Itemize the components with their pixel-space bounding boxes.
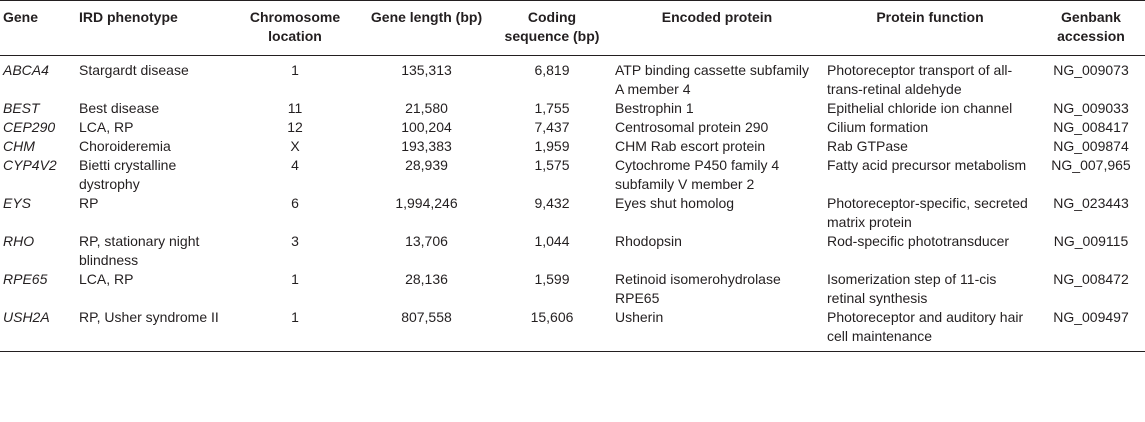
cell-gene-length: 1,994,246 bbox=[395, 195, 458, 211]
cell-chromosome: 3 bbox=[291, 233, 299, 249]
cell-encoded-protein: Bestrophin 1 bbox=[615, 100, 694, 116]
cell-phenotype: RP bbox=[79, 195, 99, 211]
cell-gene-length: 28,136 bbox=[405, 271, 448, 287]
cell-chromosome: 12 bbox=[287, 119, 303, 135]
header-length: Gene length (bp) bbox=[360, 1, 493, 56]
cell-genbank-accession: NG_009497 bbox=[1037, 308, 1145, 352]
cell-chromosome: 11 bbox=[287, 100, 303, 116]
cell-gene-length: 100,204 bbox=[401, 119, 452, 135]
cell-coding-sequence: 1,044 bbox=[534, 233, 570, 249]
cell-chromosome: 6 bbox=[291, 195, 299, 211]
header-protein: Encoded protein bbox=[611, 1, 823, 56]
cell-phenotype: Bietti crystalline dystrophy bbox=[79, 157, 177, 192]
table-header bbox=[0, 1, 1145, 56]
cell-encoded-protein: ATP binding cassette subfamily A member 4 bbox=[615, 62, 810, 97]
cell-phenotype: LCA, RP bbox=[79, 271, 134, 287]
cell-phenotype: Choroideremia bbox=[79, 138, 171, 154]
cell-gene-length: 28,939 bbox=[405, 157, 448, 173]
cell-phenotype: RP, stationary night blindness bbox=[79, 233, 200, 268]
cell-phenotype: Best disease bbox=[79, 100, 160, 116]
table-row bbox=[0, 232, 1145, 270]
cell-genbank-accession: NG_009073 bbox=[1053, 62, 1129, 78]
table-row bbox=[0, 156, 1145, 194]
cell-chromosome: 1 bbox=[291, 271, 299, 287]
cell-chromosome: 1 bbox=[291, 62, 299, 78]
table-body bbox=[0, 56, 1145, 352]
cell-coding-sequence: 6,819 bbox=[534, 62, 570, 78]
cell-phenotype: LCA, RP bbox=[79, 119, 134, 135]
cell-encoded-protein: Cytochrome P450 family 4 subfamily V member 2 bbox=[615, 157, 780, 192]
table-row bbox=[0, 270, 1145, 308]
cell-protein-function: Isomerization step of 11-cis retinal synthesis bbox=[827, 271, 997, 306]
cell-coding-sequence: 7,437 bbox=[534, 119, 570, 135]
table-row bbox=[0, 137, 1145, 156]
cell-encoded-protein: CHM Rab escort protein bbox=[615, 138, 766, 154]
table-row bbox=[0, 56, 1145, 100]
cell-encoded-protein: Centrosomal protein 290 bbox=[615, 119, 769, 135]
cell-gene: RPE65 bbox=[3, 271, 48, 287]
cell-coding-sequence: 9,432 bbox=[534, 195, 570, 211]
cell-protein-function: Photoreceptor transport of all-trans-retinal aldehyde bbox=[827, 62, 1013, 97]
cell-gene-length: 13,706 bbox=[405, 233, 448, 249]
cell-gene: BEST bbox=[3, 100, 40, 116]
cell-coding-sequence: 1,599 bbox=[534, 271, 570, 287]
cell-genbank-accession: NG_008417 bbox=[1053, 119, 1129, 135]
cell-genbank-accession: NG_008472 bbox=[1053, 271, 1129, 287]
header-coding: Coding sequence (bp) bbox=[493, 1, 611, 56]
cell-coding-sequence: 1,575 bbox=[534, 157, 570, 173]
cell-protein-function: Rab GTPase bbox=[827, 138, 908, 154]
cell-protein-function: Epithelial chloride ion channel bbox=[827, 100, 1013, 116]
cell-gene: CHM bbox=[3, 138, 35, 154]
cell-protein-function: Cilium formation bbox=[827, 119, 929, 135]
cell-encoded-protein: Rhodopsin bbox=[615, 233, 682, 249]
header-function: Protein function bbox=[823, 1, 1037, 56]
cell-gene-length: 135,313 bbox=[401, 62, 452, 78]
cell-gene: USH2A bbox=[0, 308, 75, 352]
cell-protein-function: Fatty acid precursor metabolism bbox=[827, 157, 1027, 173]
cell-encoded-protein: Retinoid isomerohydrolase RPE65 bbox=[615, 271, 781, 306]
cell-protein-function: Photoreceptor-specific, secreted matrix protein bbox=[827, 195, 1028, 230]
cell-phenotype: RP, Usher syndrome II bbox=[75, 308, 230, 352]
cell-encoded-protein: Eyes shut homolog bbox=[615, 195, 735, 211]
table-row bbox=[0, 194, 1145, 232]
cell-protein-function: Rod-specific phototransducer bbox=[827, 233, 1010, 249]
cell-protein-function: Photoreceptor and auditory hair cell maintenance bbox=[823, 308, 1037, 352]
cell-gene: EYS bbox=[3, 195, 32, 211]
cell-gene: CYP4V2 bbox=[3, 157, 57, 173]
header-chromosome: Chromosome location bbox=[230, 1, 360, 56]
cell-genbank-accession: NG_007,965 bbox=[1051, 157, 1131, 173]
header-gene: Gene bbox=[0, 1, 75, 56]
cell-phenotype: Stargardt disease bbox=[79, 62, 189, 78]
cell-gene: RHO bbox=[3, 233, 35, 249]
cell-coding-sequence: 1,959 bbox=[534, 138, 570, 154]
cell-gene-length: 807,558 bbox=[360, 308, 493, 352]
header-phenotype: IRD phenotype bbox=[75, 1, 230, 56]
cell-gene: ABCA4 bbox=[3, 62, 49, 78]
cell-genbank-accession: NG_023443 bbox=[1053, 195, 1129, 211]
table-row bbox=[0, 99, 1145, 118]
cell-gene: CEP290 bbox=[3, 119, 56, 135]
cell-encoded-protein: Usherin bbox=[611, 308, 823, 352]
cell-genbank-accession: NG_009874 bbox=[1053, 138, 1129, 154]
cell-coding-sequence: 15,606 bbox=[493, 308, 611, 352]
cell-gene-length: 21,580 bbox=[405, 100, 448, 116]
table-row bbox=[0, 118, 1145, 137]
cell-chromosome: X bbox=[290, 138, 300, 154]
cell-coding-sequence: 1,755 bbox=[534, 100, 570, 116]
cell-genbank-accession: NG_009033 bbox=[1053, 100, 1129, 116]
cell-gene-length: 193,383 bbox=[401, 138, 452, 154]
header-row bbox=[0, 1, 1145, 56]
header-genbank: Genbank accession bbox=[1037, 1, 1145, 56]
cell-chromosome: 1 bbox=[230, 308, 360, 352]
table-row bbox=[0, 308, 1145, 352]
cell-genbank-accession: NG_009115 bbox=[1053, 233, 1129, 249]
cell-chromosome: 4 bbox=[291, 157, 299, 173]
